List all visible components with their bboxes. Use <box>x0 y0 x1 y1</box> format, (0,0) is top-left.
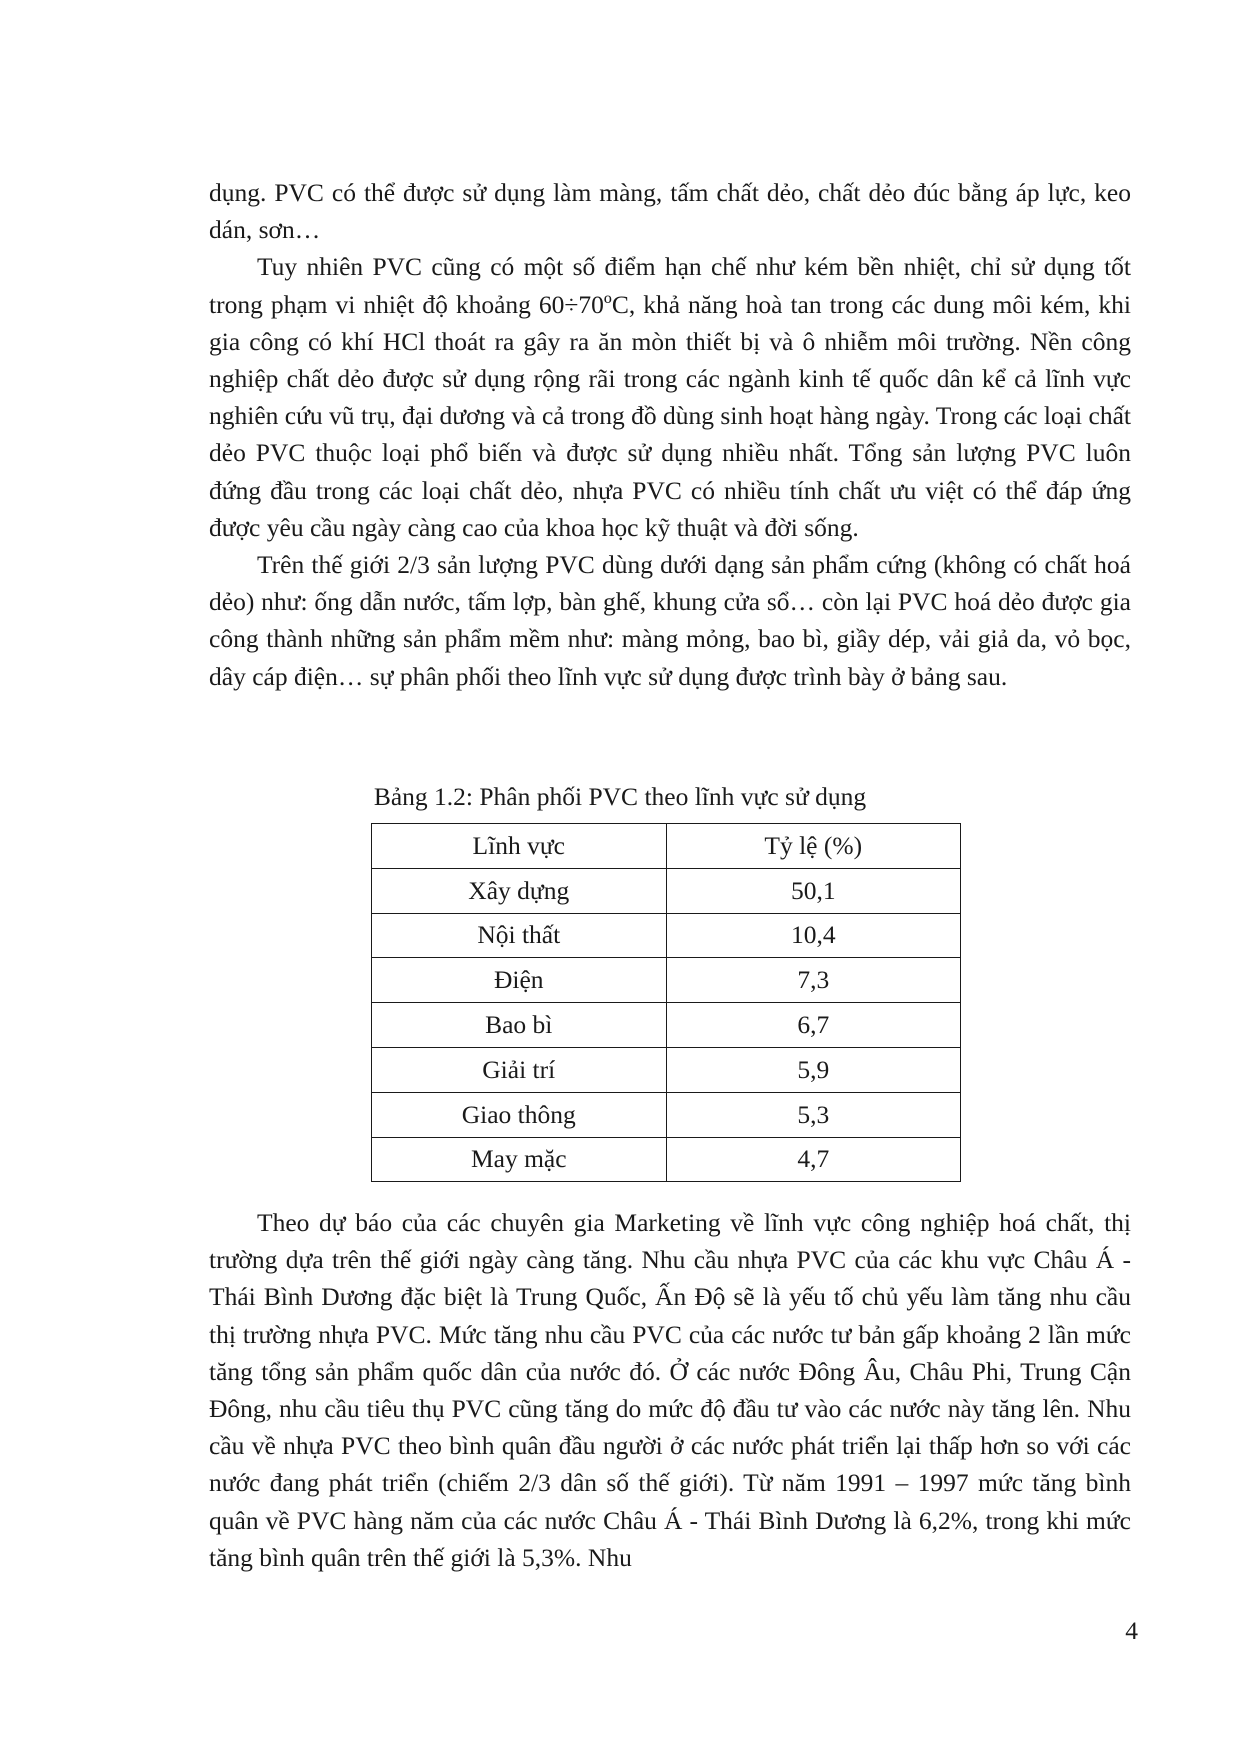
cell-field: Nội thất <box>372 913 667 958</box>
pvc-distribution-table <box>371 823 961 1182</box>
cell-ratio: 7,3 <box>666 958 961 1003</box>
cell-ratio: 6,7 <box>666 1003 961 1048</box>
cell-ratio: 50,1 <box>666 868 961 913</box>
cell-ratio: 10,4 <box>666 913 961 958</box>
cell-field: Giải trí <box>372 1047 667 1092</box>
page-number: 4 <box>1125 1616 1138 1645</box>
table-row <box>372 1003 961 1048</box>
paragraph-4: Theo dự báo của các chuyên gia Marketing về lĩnh vực công nghiệp hoá chất, thị trường dựa trên thế giới ngày càng tăng. Nhu cầu nhựa PVC của các khu vực Châu Á - Thái Bình Dương đặc biệt là Trung Quốc, Ấn Độ sẽ là yếu tố chủ yếu làm tăng nhu cầu thị trường nhựa PVC. Mức tăng nhu cầu PVC của các nước tư bản gấp khoảng 2 lần mức tăng tổng sản phẩm quốc dân của nước đó. Ở các nước Đông Âu, Châu Phi, Trung Cận Đông, nhu cầu tiêu thụ PVC cũng tăng do mức độ đầu tư vào các nước này tăng lên. Nhu cầu về nhựa PVC theo bình quân đầu người ở các nước phát triển lại thấp hơn so với các nước đang phát triển (chiếm 2/3 dân số thế giới). Từ năm 1991 – 1997 mức tăng bình quân về PVC hàng năm của các nước Châu Á - Thái Bình Dương là 6,2%, trong khi mức tăng bình quân trên thế giới là 5,3%. Nhu <box>209 1208 1131 1572</box>
table-row <box>372 1137 961 1182</box>
table-row <box>372 913 961 958</box>
table-row <box>372 1047 961 1092</box>
paragraph-1: dụng. PVC có thể được sử dụng làm màng, tấm chất dẻo, chất dẻo đúc bằng áp lực, keo dán, sơn… <box>209 178 1131 245</box>
cell-ratio: 5,3 <box>666 1092 961 1137</box>
table-row <box>372 958 961 1003</box>
header-ratio: Tỷ lệ (%) <box>666 824 961 869</box>
header-field: Lĩnh vực <box>372 824 667 869</box>
table-header-row <box>372 824 961 869</box>
table-row <box>372 868 961 913</box>
cell-field: Điện <box>372 958 667 1003</box>
body-text-top <box>209 174 1131 695</box>
cell-field: May mặc <box>372 1137 667 1182</box>
body-text-bottom <box>209 1204 1131 1576</box>
cell-field: Bao bì <box>372 1003 667 1048</box>
cell-field: Giao thông <box>372 1092 667 1137</box>
paragraph-3: Trên thế giới 2/3 sản lượng PVC dùng dưới dạng sản phẩm cứng (không có chất hoá dẻo) như: ống dẫn nước, tấm lợp, bàn ghế, khung cửa sổ… còn lại PVC hoá dẻo được gia công thành những sản phẩm mềm như: màng mỏng, bao bì, giầy dép, vải giả da, vỏ bọc, dây cáp điện… sự phân phối theo lĩnh vực sử dụng được trình bày ở bảng sau. <box>209 550 1131 691</box>
cell-ratio: 5,9 <box>666 1047 961 1092</box>
cell-field: Xây dựng <box>372 868 667 913</box>
table-row <box>372 1092 961 1137</box>
paragraph-2: Tuy nhiên PVC cũng có một số điểm hạn chế như kém bền nhiệt, chỉ sử dụng tốt trong phạm vi nhiệt độ khoảng 60÷70ºC, khả năng hoà tan trong các dung môi kém, khi gia công có khí HCl thoát ra gây ra ăn mòn thiết bị và ô nhiễm môi trường. Nền công nghiệp chất dẻo được sử dụng rộng rãi trong các ngành kinh tế quốc dân kể cả lĩnh vực nghiên cứu vũ trụ, đại dương và cả trong đồ dùng sinh hoạt hàng ngày. Trong các loại chất dẻo PVC thuộc loại phổ biến và được sử dụng nhiều nhất. Tổng sản lượng PVC luôn đứng đầu trong các loại chất dẻo, nhựa PVC có nhiều tính chất ưu việt có thể đáp ứng được yêu cầu ngày càng cao của khoa học kỹ thuật và đời sống. <box>209 252 1131 542</box>
table-caption: Bảng 1.2: Phân phối PVC theo lĩnh vực sử dụng <box>373 782 867 811</box>
cell-ratio: 4,7 <box>666 1137 961 1182</box>
